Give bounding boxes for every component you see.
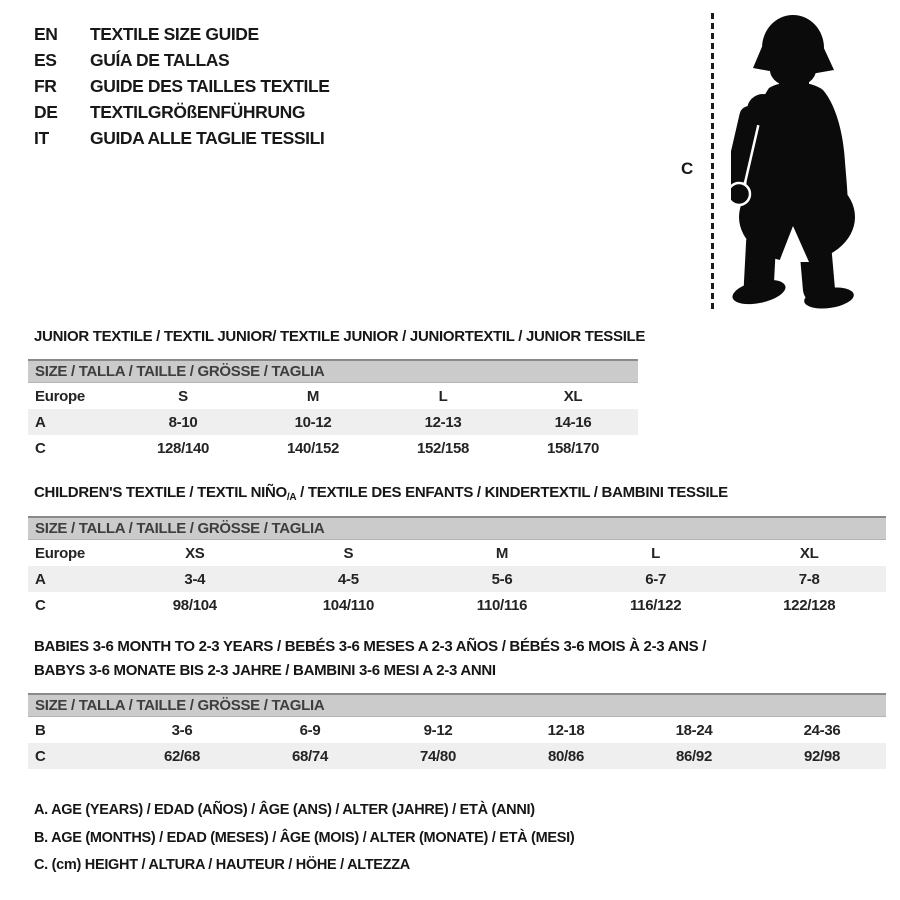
cell: 6-7	[645, 570, 666, 588]
row-label: A	[35, 413, 46, 431]
language-code: ES	[34, 49, 57, 70]
language-list	[34, 21, 330, 151]
row-label: C	[35, 596, 46, 614]
size-column: L	[651, 544, 661, 562]
children-section-title	[34, 481, 728, 510]
cell: 98/104	[172, 596, 217, 614]
junior-size-header: SIZE / TALLA / TAILLE / GRÖSSE / TAGLIA	[28, 359, 638, 383]
cell: 10-12	[294, 413, 332, 431]
cell: 92/98	[803, 747, 841, 765]
language-row-es	[34, 47, 330, 73]
language-row-en	[34, 21, 330, 47]
language-code: FR	[34, 75, 57, 96]
cell: 128/140	[156, 439, 210, 457]
cell: 12-18	[547, 721, 585, 739]
cell: 152/158	[416, 439, 470, 457]
cell: 6-9	[299, 721, 321, 739]
legend-line-b: B. AGE (MONTHS) / EDAD (MESES) / ÂGE (MOIS) / ALTER (MONATE) / ETÀ (MESI)	[34, 829, 575, 846]
table-row-age-months	[28, 717, 886, 743]
babies-section-title	[34, 635, 706, 683]
row-label: C	[35, 439, 46, 457]
size-column: M	[495, 544, 509, 562]
language-label: GUIDA ALLE TAGLIE TESSILI	[90, 127, 325, 148]
height-measure-label: C	[681, 159, 694, 178]
table-row-height	[28, 743, 886, 769]
region-label: Europe	[35, 544, 85, 562]
junior-size-table	[28, 359, 638, 461]
cell: 8-10	[168, 413, 198, 431]
children-title-post: / TEXTILE DES ENFANTS / KINDERTEXTIL / BAMBINI TESSILE	[296, 484, 728, 501]
cell: 4-5	[338, 570, 359, 588]
children-title-sub: /A	[286, 492, 297, 503]
legend-line-a: A. AGE (YEARS) / EDAD (AÑOS) / ÂGE (ANS) / ALTER (JAHRE) / ETÀ (ANNI)	[34, 802, 535, 818]
legend-line-c: C. (cm) HEIGHT / ALTURA / HAUTEUR / HÖHE / ALTEZZA	[34, 857, 410, 873]
size-column: M	[306, 387, 320, 405]
cell: 116/122	[629, 596, 682, 614]
junior-columns-row	[28, 383, 638, 409]
babies-size-table	[28, 693, 886, 769]
language-code: IT	[34, 127, 49, 148]
language-row-fr	[34, 73, 330, 99]
size-column: XL	[799, 544, 819, 562]
babies-title-line1: BABIES 3-6 MONTH TO 2-3 YEARS / BEBÉS 3-6 MESES A 2-3 AÑOS / BÉBÉS 3-6 MOIS À 2-3 ANS /	[34, 638, 707, 655]
language-label: TEXTILE SIZE GUIDE	[90, 23, 259, 44]
cell: 3-4	[184, 570, 206, 588]
cell: 5-6	[491, 570, 513, 588]
language-code: DE	[34, 101, 58, 122]
height-measure-line	[711, 13, 714, 313]
size-column: XS	[185, 544, 205, 562]
cell: 80/86	[547, 747, 585, 765]
cell: 86/92	[675, 747, 713, 765]
cell: 12-13	[424, 413, 462, 431]
row-label: C	[35, 747, 46, 765]
cell: 122/128	[783, 596, 836, 614]
size-column: L	[438, 387, 448, 405]
table-row-age	[28, 409, 638, 435]
children-columns-row	[28, 540, 886, 566]
babies-size-header: SIZE / TALLA / TAILLE / GRÖSSE / TAGLIA	[28, 693, 886, 717]
size-column: S	[178, 387, 188, 405]
size-column: S	[343, 544, 354, 562]
table-row-height	[28, 592, 886, 618]
cell: 62/68	[163, 747, 201, 765]
language-label: GUÍA DE TALLAS	[90, 49, 230, 70]
cell: 74/80	[419, 747, 457, 765]
table-row-height	[28, 435, 638, 461]
cell: 140/152	[286, 439, 340, 457]
babies-title-line2: BABYS 3-6 MONATE BIS 2-3 JAHRE / BAMBINI 3-6 MESI A 2-3 ANNI	[34, 662, 496, 679]
size-column: XL	[563, 387, 583, 405]
language-row-it	[34, 125, 330, 151]
cell: 18-24	[675, 721, 713, 739]
row-label: A	[35, 570, 46, 588]
cell: 3-6	[171, 721, 193, 739]
junior-section-title: JUNIOR TEXTILE / TEXTIL JUNIOR/ TEXTILE JUNIOR / JUNIORTEXTIL / JUNIOR TESSILE	[34, 328, 646, 345]
children-size-table	[28, 516, 886, 618]
cell: 9-12	[423, 721, 453, 739]
region-label: Europe	[35, 387, 85, 405]
cell: 158/170	[546, 439, 600, 457]
cell: 14-16	[554, 413, 592, 431]
children-size-header: SIZE / TALLA / TAILLE / GRÖSSE / TAGLIA	[28, 516, 886, 540]
toddler-silhouette-icon	[731, 12, 861, 312]
measurement-legend	[34, 797, 574, 880]
cell: 104/110	[322, 596, 375, 614]
language-code: EN	[34, 23, 58, 44]
language-label: TEXTILGRÖßENFÜHRUNG	[90, 101, 306, 122]
cell: 68/74	[291, 747, 329, 765]
row-label: B	[35, 721, 46, 739]
cell: 7-8	[798, 570, 820, 588]
cell: 110/116	[476, 596, 528, 614]
children-title-pre: CHILDREN'S TEXTILE / TEXTIL NIÑO	[34, 484, 287, 501]
table-row-age	[28, 566, 886, 592]
language-row-de	[34, 99, 330, 125]
cell: 24-36	[803, 721, 841, 739]
language-label: GUIDE DES TAILLES TEXTILE	[90, 75, 330, 96]
